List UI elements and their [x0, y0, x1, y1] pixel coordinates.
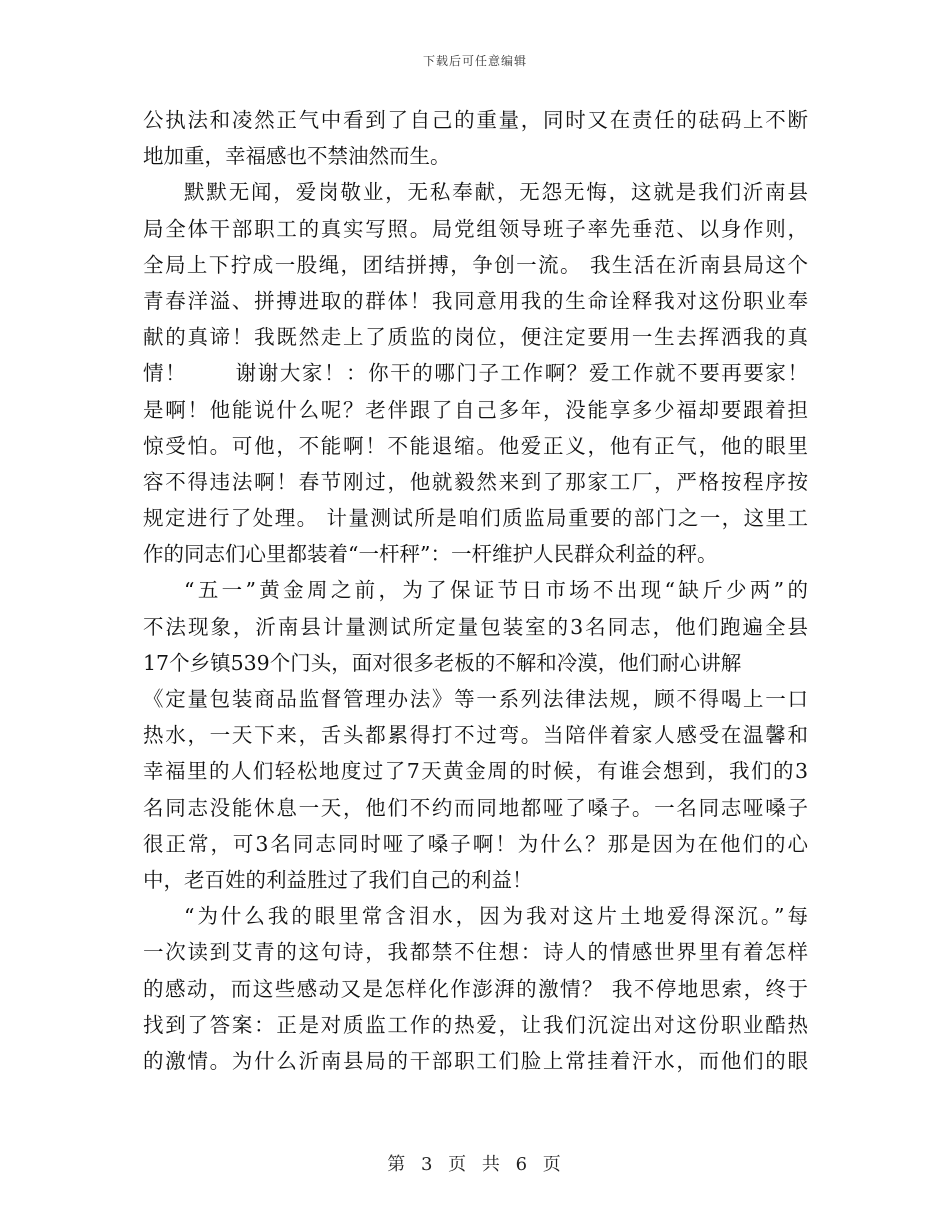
text-line: 局全体干部职工的真实写照。局党组领导班子率先垂范、以身作则，	[143, 216, 808, 241]
text-line: 情！ 谢谢大家！：你干的哪门子工作啊？爱工作就不要再要家！	[143, 361, 808, 386]
text-line: 17个乡镇539个门头，面对很多老板的不解和冷漠，他们耐心讲解	[143, 650, 742, 675]
paragraph-start-line: “五一”黄金周之前，为了保证节日市场不出现“缺斤少两”的	[184, 578, 808, 603]
text-line: 很正常，可3名同志同时哑了嗓子啊！为什么？那是因为在他们的心	[143, 831, 808, 856]
text-line: 作的同志们心里都装着“一杆秤”：一杆维护人民群众利益的秤。	[143, 542, 718, 567]
page-header: 下载后可任意编辑	[422, 54, 527, 68]
text-line: 是啊！他能说什么呢？老伴跟了自己多年，没能享多少福却要跟着担	[143, 397, 808, 422]
document-body	[143, 102, 808, 1079]
text-line: 全局上下拧成一股绳，团结拼搏，争创一流。 我生活在沂南县局这个	[143, 252, 808, 277]
text-line: 热水，一天下来，舌头都累得打不过弯。当陪伴着家人感受在温馨和	[143, 723, 808, 748]
text-line: 幸福里的人们轻松地度过了7天黄金周的时候，有谁会想到，我们的3	[143, 759, 808, 784]
text-line: 找到了答案：正是对质监工作的热爱，让我们沉淀出对这份职业酷热	[143, 1012, 808, 1037]
text-line: 公执法和凌然正气中看到了自己的重量，同时又在责任的砝码上不断	[143, 108, 808, 132]
text-line: 青春洋溢、拼搏进取的群体！我同意用我的生命诠释我对这份职业奉	[143, 288, 808, 313]
text-line: 献的真谛！我既然走上了质监的岗位，便注定要用一生去挥洒我的真	[143, 325, 808, 350]
page-number-footer	[0, 1150, 950, 1176]
footer-label-ye2: 页	[542, 1154, 563, 1175]
text-line: 一次读到艾青的这句诗，我都禁不住想：诗人的情感世界里有着怎样	[143, 940, 808, 965]
text-line: 《定量包装商品监督管理办法》等一系列法律法规，顾不得喝上一口	[143, 687, 808, 711]
text-line: 容不得违法啊！春节刚过，他就毅然来到了那家工厂，严格按程序按	[143, 469, 808, 494]
text-line: 的感动，而这些感动又是怎样化作澎湃的激情？ 我不停地思索，终于	[143, 976, 808, 1001]
text-line: 的激情。为什么沂南县局的干部职工们脸上常挂着汗水，而他们的眼	[143, 1048, 808, 1073]
text-line: 中，老百姓的利益胜过了我们自己的利益！	[143, 867, 533, 892]
text-line: 名同志没能休息一天，他们不约而同地都哑了嗓子。一名同志哑嗓子	[143, 795, 808, 820]
text-line: 不法现象，沂南县计量测试所定量包装室的3名同志，他们跑遍全县	[143, 614, 808, 639]
text-line: 惊受怕。可他，不能啊！不能退缩。他爱正义，他有正气，他的眼里	[143, 433, 808, 458]
total-pages-number: 6	[515, 1154, 530, 1175]
text-line: 规定进行了处理。 计量测试所是咱们质监局重要的部门之一，这里工	[143, 506, 808, 531]
footer-label-total: 共	[481, 1154, 502, 1175]
current-page-number: 3	[420, 1154, 435, 1175]
text-line: 地加重，幸福感也不禁油然而生。	[143, 144, 451, 169]
footer-label-ye: 页	[448, 1154, 469, 1175]
paragraph-start-line: 默默无闻，爱岗敬业，无私奉献，无怨无悔，这就是我们沂南县	[184, 180, 808, 205]
footer-label-page: 第	[387, 1154, 408, 1175]
paragraph-start-line: “为什么我的眼里常含泪水，因为我对这片土地爱得深沉。”每	[184, 904, 808, 929]
